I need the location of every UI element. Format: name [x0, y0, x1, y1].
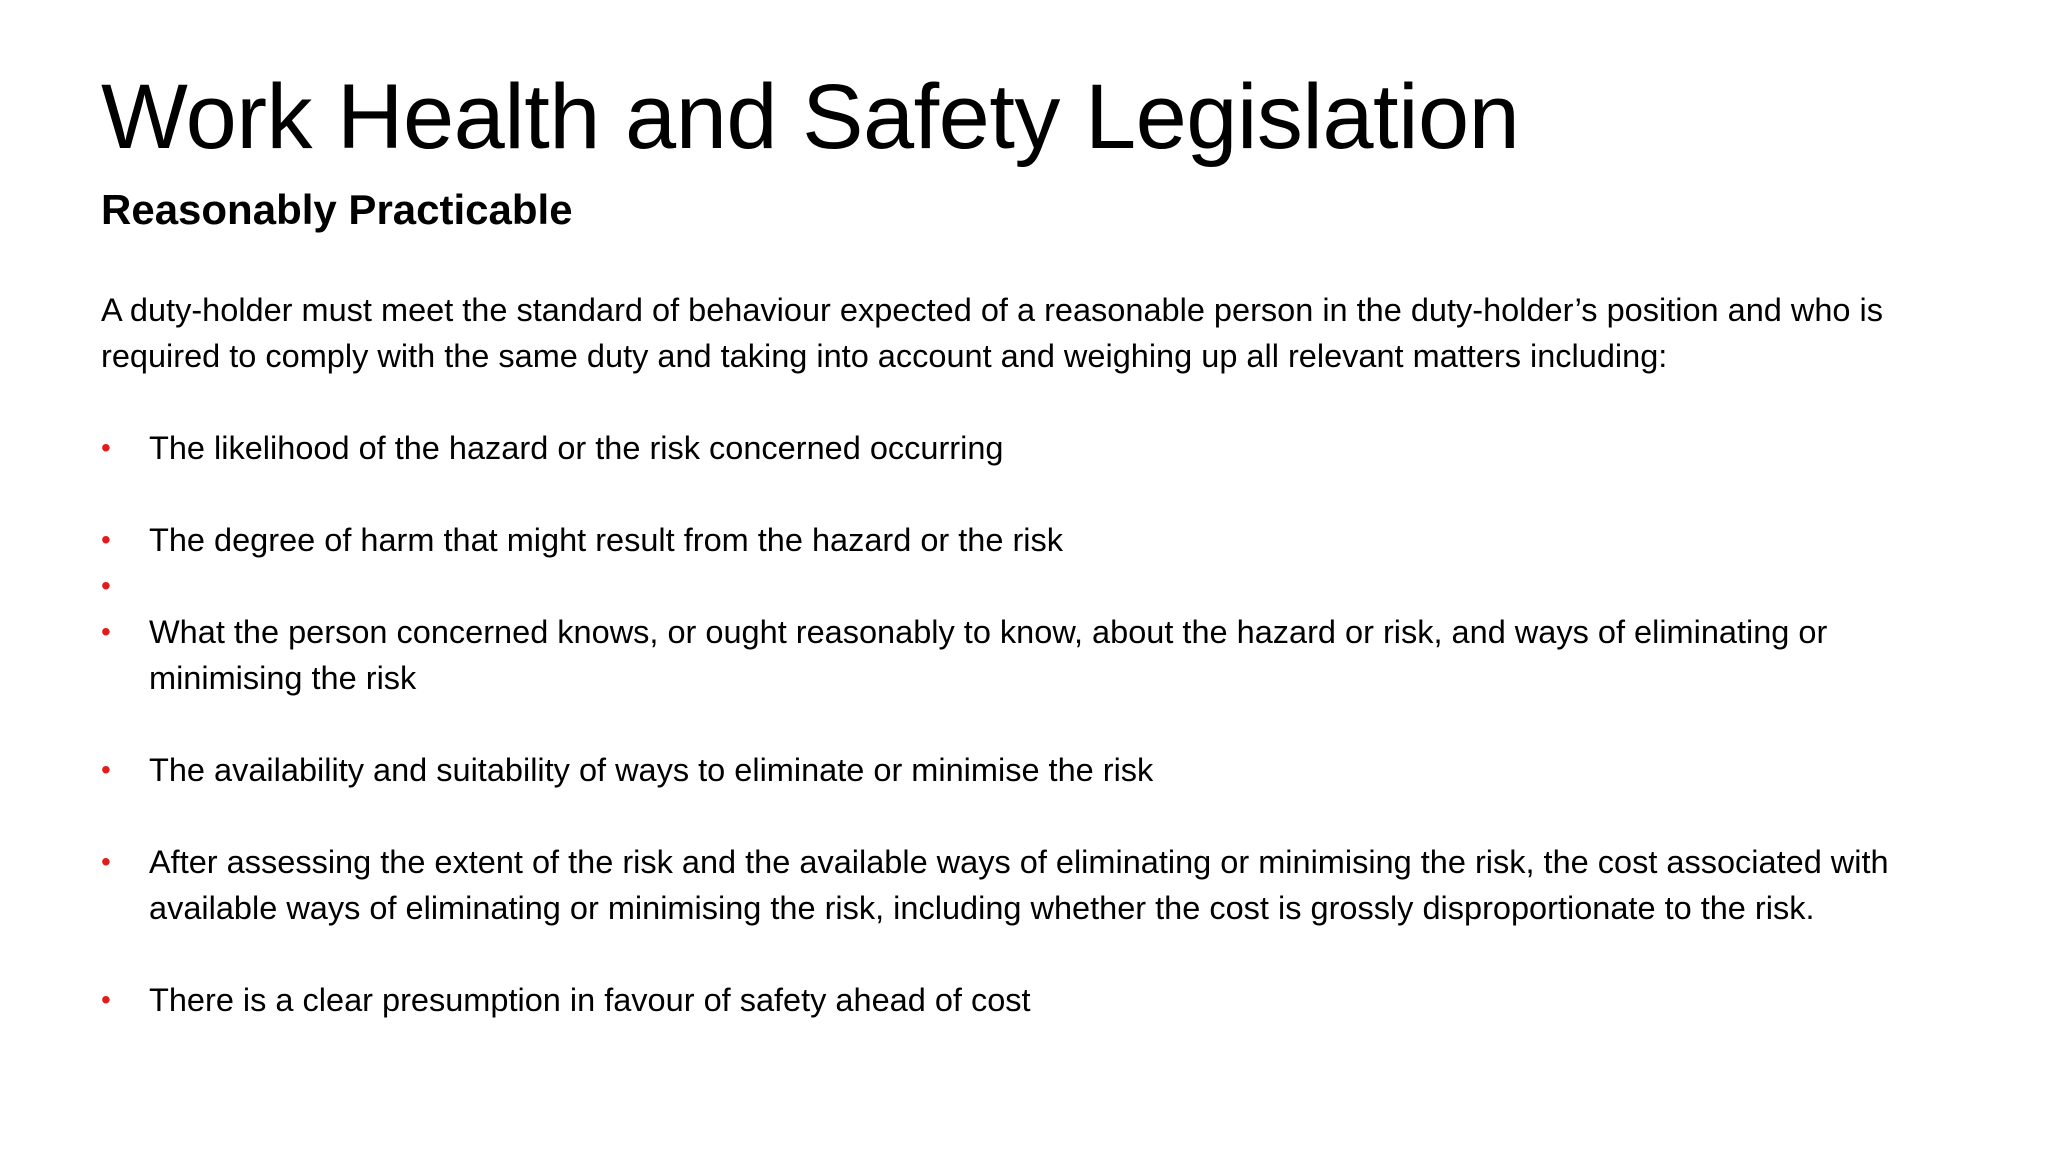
- intro-paragraph: A duty-holder must meet the standard of behaviour expected of a reasonable person in the duty-holder’s position and who is required to comply with the same duty and taking into account and weighing up all relevant matters including:: [101, 292, 1883, 374]
- bullet-text: What the person concerned knows, or ought reasonably to know, about the hazard or risk, and ways of eliminating or minimising the risk: [149, 614, 1828, 696]
- bullet-spacer: [101, 793, 1981, 839]
- bullet-dot-icon: •: [101, 570, 111, 601]
- bullet-item-likelihood: [101, 425, 1981, 471]
- bullet-text: The degree of harm that might result from the hazard or the risk: [149, 522, 1064, 558]
- bullet-item-safety-presumption: [101, 977, 1981, 1023]
- bullet-item-knowledge: [101, 609, 1981, 701]
- bullet-spacer: [101, 471, 1981, 517]
- bullet-text: [149, 563, 1981, 609]
- bullet-dot-icon: •: [101, 524, 111, 555]
- bullet-text: After assessing the extent of the risk and the available ways of eliminating or minimising the risk, the cost associated with available ways of eliminating or minimising the risk, including whether the cost is grossly disproportionate to the risk.: [149, 844, 1889, 926]
- section-subtitle: Reasonably Practicable: [101, 186, 573, 233]
- bullet-spacer: [101, 701, 1981, 747]
- bullet-text: The likelihood of the hazard or the risk concerned occurring: [149, 430, 1004, 466]
- bullet-text: The availability and suitability of ways to eliminate or minimise the risk: [149, 752, 1154, 788]
- bullet-item-cost: [101, 839, 1981, 931]
- bullet-text: There is a clear presumption in favour of safety ahead of cost: [149, 982, 1031, 1018]
- bullet-dot-icon: •: [101, 616, 111, 647]
- bullet-item-empty: [101, 563, 1981, 609]
- page-title: Work Health and Safety Legislation: [101, 66, 1520, 168]
- bullet-dot-icon: •: [101, 984, 111, 1015]
- bullet-item-availability: [101, 747, 1981, 793]
- bullet-list: [101, 425, 1981, 1023]
- bullet-item-degree-of-harm: [101, 517, 1981, 563]
- bullet-dot-icon: •: [101, 754, 111, 785]
- bullet-dot-icon: •: [101, 432, 111, 463]
- bullet-dot-icon: •: [101, 846, 111, 877]
- bullet-spacer: [101, 931, 1981, 977]
